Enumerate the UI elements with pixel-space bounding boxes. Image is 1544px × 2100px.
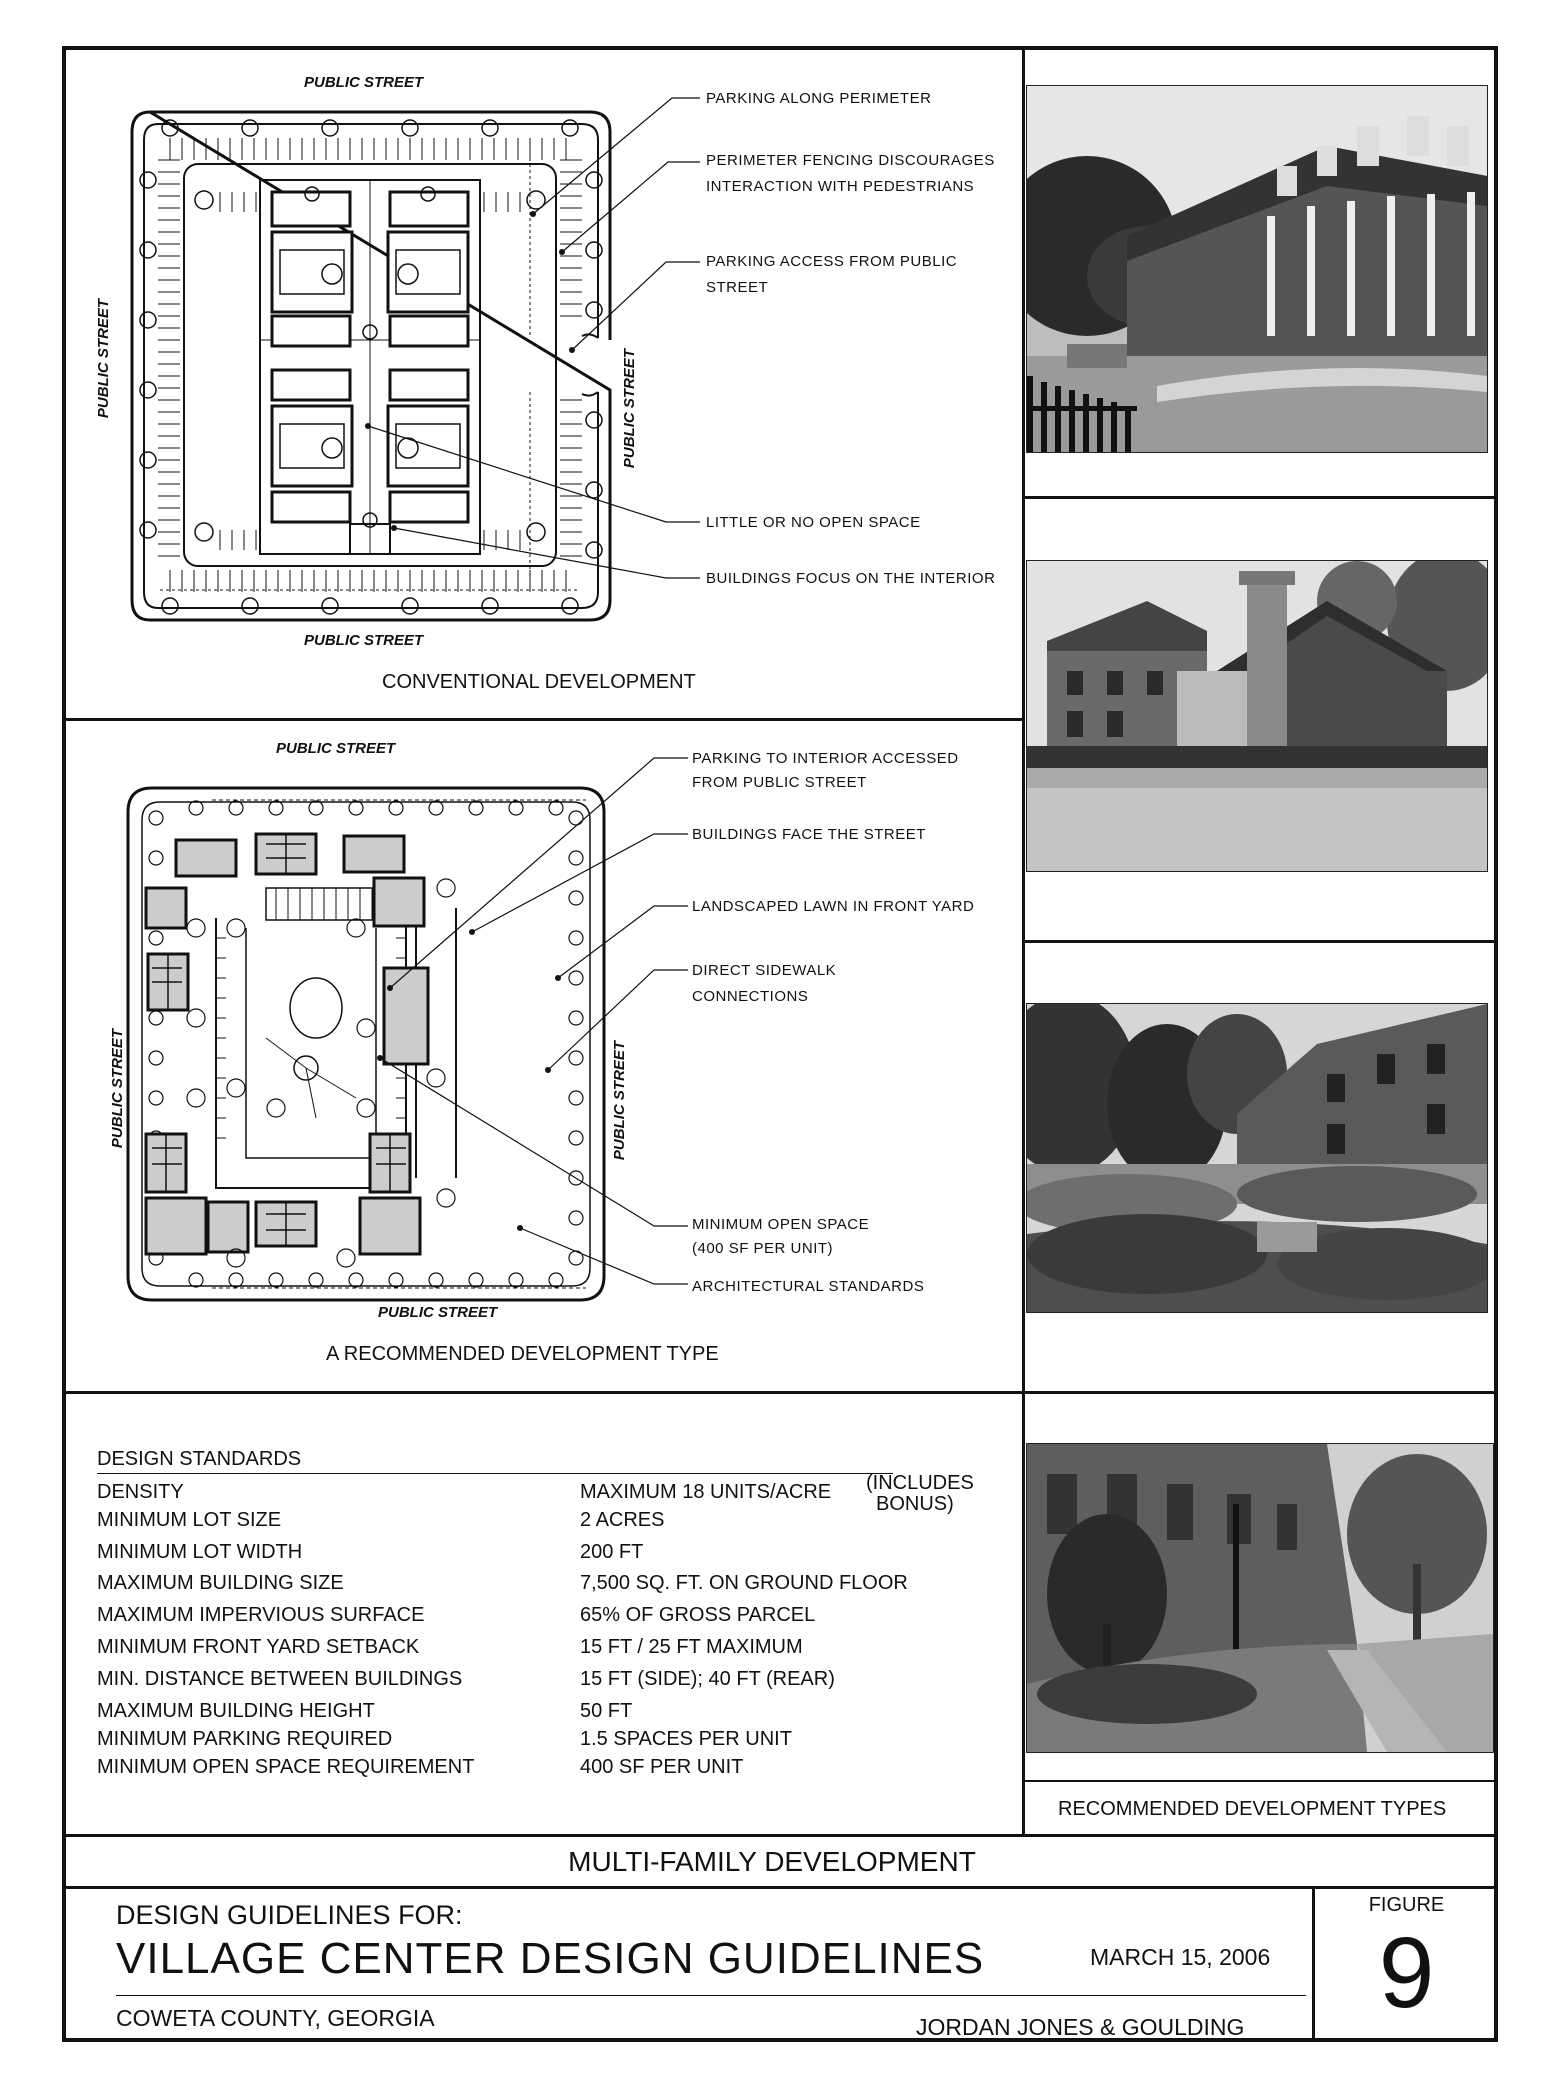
title-line1: DESIGN GUIDELINES FOR: xyxy=(116,1900,463,1930)
std-value-parking: 1.5 SPACES PER UNIT xyxy=(580,1728,792,1750)
std-value-lot-size: 2 ACRES xyxy=(580,1509,665,1531)
rec-street-top: PUBLIC STREET xyxy=(276,740,396,757)
recommended-caption: A RECOMMENDED DEVELOPMENT TYPE xyxy=(326,1343,719,1365)
rec-callout-sidewalk-2: CONNECTIONS xyxy=(692,988,809,1005)
photo-courtyard-garden xyxy=(1026,1003,1488,1313)
conv-callout-access-2: STREET xyxy=(706,279,769,296)
conv-street-bottom: PUBLIC STREET xyxy=(304,632,424,649)
standards-heading-underline xyxy=(97,1473,893,1474)
rec-callout-lawn: LANDSCAPED LAWN IN FRONT YARD xyxy=(692,898,975,915)
figure-number: 9 xyxy=(1378,1917,1435,2029)
title-firm: JORDAN JONES & GOULDING xyxy=(916,2014,1245,2040)
std-label-height: MAXIMUM BUILDING HEIGHT xyxy=(97,1700,375,1722)
std-label-parking: MINIMUM PARKING REQUIRED xyxy=(97,1728,393,1750)
rec-street-right: PUBLIC STREET xyxy=(611,1040,629,1161)
standards-bonus-note-2: BONUS) xyxy=(876,1493,954,1515)
std-value-open-space: 400 SF PER UNIT xyxy=(580,1756,744,1778)
rec-callout-sidewalk-1: DIRECT SIDEWALK xyxy=(692,962,837,979)
standards-bonus-note-1: (INCLUDES xyxy=(866,1472,974,1494)
title-underline-1 xyxy=(116,1995,1306,1996)
std-value-density: MAXIMUM 18 UNITS/ACRE xyxy=(580,1481,832,1503)
conv-street-top: PUBLIC STREET xyxy=(304,74,424,91)
title-main: VILLAGE CENTER DESIGN GUIDELINES xyxy=(116,1934,985,1983)
std-label-impervious: MAXIMUM IMPERVIOUS SURFACE xyxy=(97,1604,425,1626)
std-value-lot-width: 200 FT xyxy=(580,1541,644,1563)
photos-caption: RECOMMENDED DEVELOPMENT TYPES xyxy=(1058,1798,1447,1820)
std-value-setback: 15 FT / 25 FT MAXIMUM xyxy=(580,1636,803,1658)
photo-colonial-townhomes xyxy=(1026,85,1488,453)
std-label-density: DENSITY xyxy=(97,1481,184,1503)
rec-callout-parking-2: FROM PUBLIC STREET xyxy=(692,774,867,791)
rec-street-left: PUBLIC STREET xyxy=(109,1028,127,1149)
rec-street-bottom: PUBLIC STREET xyxy=(378,1304,498,1321)
divider-photo2 xyxy=(1022,940,1498,943)
section-title: MULTI-FAMILY DEVELOPMENT xyxy=(568,1846,976,1877)
std-label-lot-width: MINIMUM LOT WIDTH xyxy=(97,1541,303,1563)
conv-street-left: PUBLIC STREET xyxy=(95,298,113,419)
conv-callout-access-1: PARKING ACCESS FROM PUBLIC xyxy=(706,253,958,270)
std-label-distance: MIN. DISTANCE BETWEEN BUILDINGS xyxy=(97,1668,463,1690)
divider-photo1 xyxy=(1022,496,1498,499)
std-value-height: 50 FT xyxy=(580,1700,633,1722)
standards-heading: DESIGN STANDARDS xyxy=(97,1448,302,1470)
title-date: MARCH 15, 2006 xyxy=(1090,1944,1271,1970)
conv-street-right: PUBLIC STREET xyxy=(621,348,639,469)
std-label-building-size: MAXIMUM BUILDING SIZE xyxy=(97,1572,344,1594)
std-value-distance: 15 FT (SIDE); 40 FT (REAR) xyxy=(580,1668,835,1690)
conventional-leaders xyxy=(0,0,1022,718)
conv-callout-fencing-2: INTERACTION WITH PEDESTRIANS xyxy=(706,178,975,195)
conv-callout-open-space: LITTLE OR NO OPEN SPACE xyxy=(706,514,921,531)
std-label-open-space: MINIMUM OPEN SPACE REQUIREMENT xyxy=(97,1756,475,1778)
divider-h4 xyxy=(62,1886,1498,1889)
photo-brick-chimney-house xyxy=(1026,560,1488,872)
rec-callout-parking-1: PARKING TO INTERIOR ACCESSED xyxy=(692,750,959,767)
rec-callout-arch: ARCHITECTURAL STANDARDS xyxy=(692,1278,925,1295)
std-value-building-size: 7,500 SQ. FT. ON GROUND FLOOR xyxy=(580,1572,908,1594)
conv-callout-interior: BUILDINGS FOCUS ON THE INTERIOR xyxy=(706,570,996,587)
divider-h2 xyxy=(62,1391,1498,1394)
divider-photo3 xyxy=(1022,1780,1498,1782)
photo-brick-streetscape xyxy=(1026,1443,1494,1753)
rec-callout-face-street: BUILDINGS FACE THE STREET xyxy=(692,826,926,843)
std-label-lot-size: MINIMUM LOT SIZE xyxy=(97,1509,282,1531)
rec-callout-open-space-2: (400 SF PER UNIT) xyxy=(692,1240,834,1257)
title-county: COWETA COUNTY, GEORGIA xyxy=(116,2005,435,2031)
rec-callout-open-space-1: MINIMUM OPEN SPACE xyxy=(692,1216,870,1233)
figure-label: FIGURE xyxy=(1368,1894,1445,1916)
std-value-impervious: 65% OF GROSS PARCEL xyxy=(580,1604,816,1626)
conventional-caption: CONVENTIONAL DEVELOPMENT xyxy=(382,671,696,693)
conv-callout-parking-perimeter: PARKING ALONG PERIMETER xyxy=(706,90,932,107)
std-label-setback: MINIMUM FRONT YARD SETBACK xyxy=(97,1636,420,1658)
divider-h3 xyxy=(62,1834,1498,1837)
conv-callout-fencing-1: PERIMETER FENCING DISCOURAGES xyxy=(706,152,995,169)
